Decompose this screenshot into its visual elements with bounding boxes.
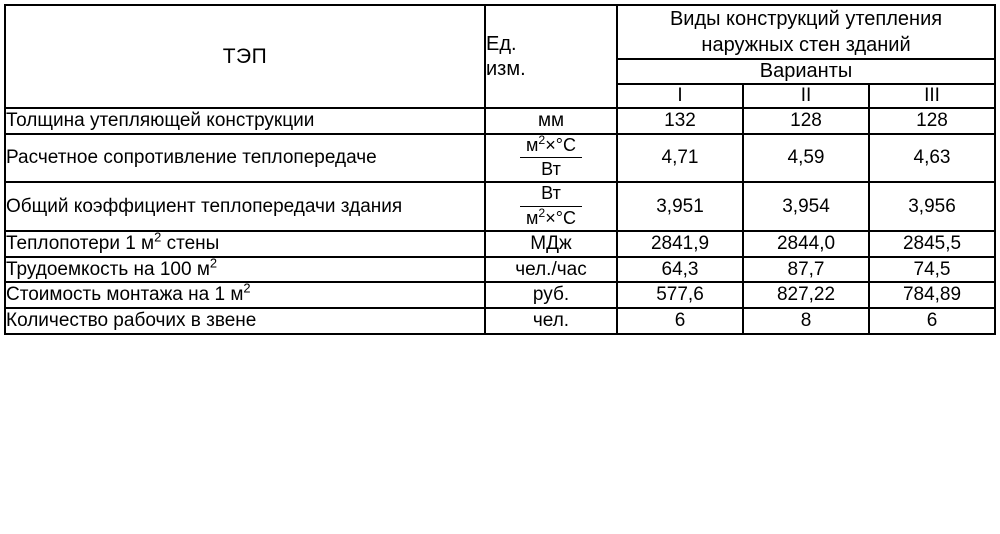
tep-comparison-table [4, 4, 996, 335]
header-row-top [5, 5, 995, 59]
row-label: Теплопотери 1 $м^2$ стены [5, 231, 485, 257]
header-tep: ТЭП [5, 5, 485, 108]
header-unit [485, 5, 617, 108]
unit-denominator: $м^2\times^\circ С$ [526, 205, 576, 228]
header-variant-1: I [617, 84, 743, 108]
header-variant-2: II [743, 84, 869, 108]
unit-numerator: Вт [520, 183, 582, 207]
row-value-3: 4,63 [869, 134, 995, 183]
row-value-1: 64,3 [617, 257, 743, 283]
row-value-2: 87,7 [743, 257, 869, 283]
header-kinds-line1: Виды конструкций утепления [669, 8, 943, 30]
row-unit [485, 134, 617, 183]
header-insulation-kinds [617, 5, 995, 59]
table-row [5, 134, 995, 183]
table-row [5, 182, 995, 231]
row-label: Трудоемкость на 100 $м^2$ [5, 257, 485, 283]
row-value-1: 132 [617, 108, 743, 134]
row-value-1: 2841,9 [617, 231, 743, 257]
row-value-3: 6 [869, 308, 995, 334]
table-row [5, 257, 995, 283]
row-unit: чел./час [485, 257, 617, 283]
unit-fraction [520, 183, 582, 229]
header-unit-line2: изм. [486, 57, 526, 80]
row-unit: чел. [485, 308, 617, 334]
row-value-2: 8 [743, 308, 869, 334]
row-unit: МДж [485, 231, 617, 257]
table-row [5, 108, 995, 134]
row-unit [485, 182, 617, 231]
row-unit: мм [485, 108, 617, 134]
row-value-3: 74,5 [869, 257, 995, 283]
table-body [5, 108, 995, 334]
row-value-1: 3,951 [617, 182, 743, 231]
row-value-1: 577,6 [617, 282, 743, 308]
unit-numerator: $м^2\times^\circ С$ [520, 135, 582, 159]
header-unit-line1: Ед. [486, 32, 517, 55]
row-value-3: 128 [869, 108, 995, 134]
row-label: Количество рабочих в звене [5, 308, 485, 334]
row-label: Толщина утепляющей конструкции [5, 108, 485, 134]
header-kinds-line2: наружных стен зданий [701, 34, 911, 56]
row-unit: руб. [485, 282, 617, 308]
row-value-3: 784,89 [869, 282, 995, 308]
row-label: Стоимость монтажа на 1 $м^2$ [5, 282, 485, 308]
unit-fraction [520, 132, 582, 181]
unit-denominator: Вт [541, 159, 561, 180]
row-label: Общий коэффициент теплопередачи здания [5, 182, 485, 231]
row-value-2: 128 [743, 108, 869, 134]
row-value-2: 827,22 [743, 282, 869, 308]
table-row [5, 231, 995, 257]
row-value-1: 4,71 [617, 134, 743, 183]
header-variant-3: III [869, 84, 995, 108]
table-head [5, 5, 995, 108]
row-value-1: 6 [617, 308, 743, 334]
row-value-2: 3,954 [743, 182, 869, 231]
table-row [5, 282, 995, 308]
row-value-3: 3,956 [869, 182, 995, 231]
table-row [5, 308, 995, 334]
row-value-2: 4,59 [743, 134, 869, 183]
row-value-3: 2845,5 [869, 231, 995, 257]
row-value-2: 2844,0 [743, 231, 869, 257]
row-label: Расчетное сопротивление теплопередаче [5, 134, 485, 183]
header-variants: Варианты [617, 59, 995, 84]
